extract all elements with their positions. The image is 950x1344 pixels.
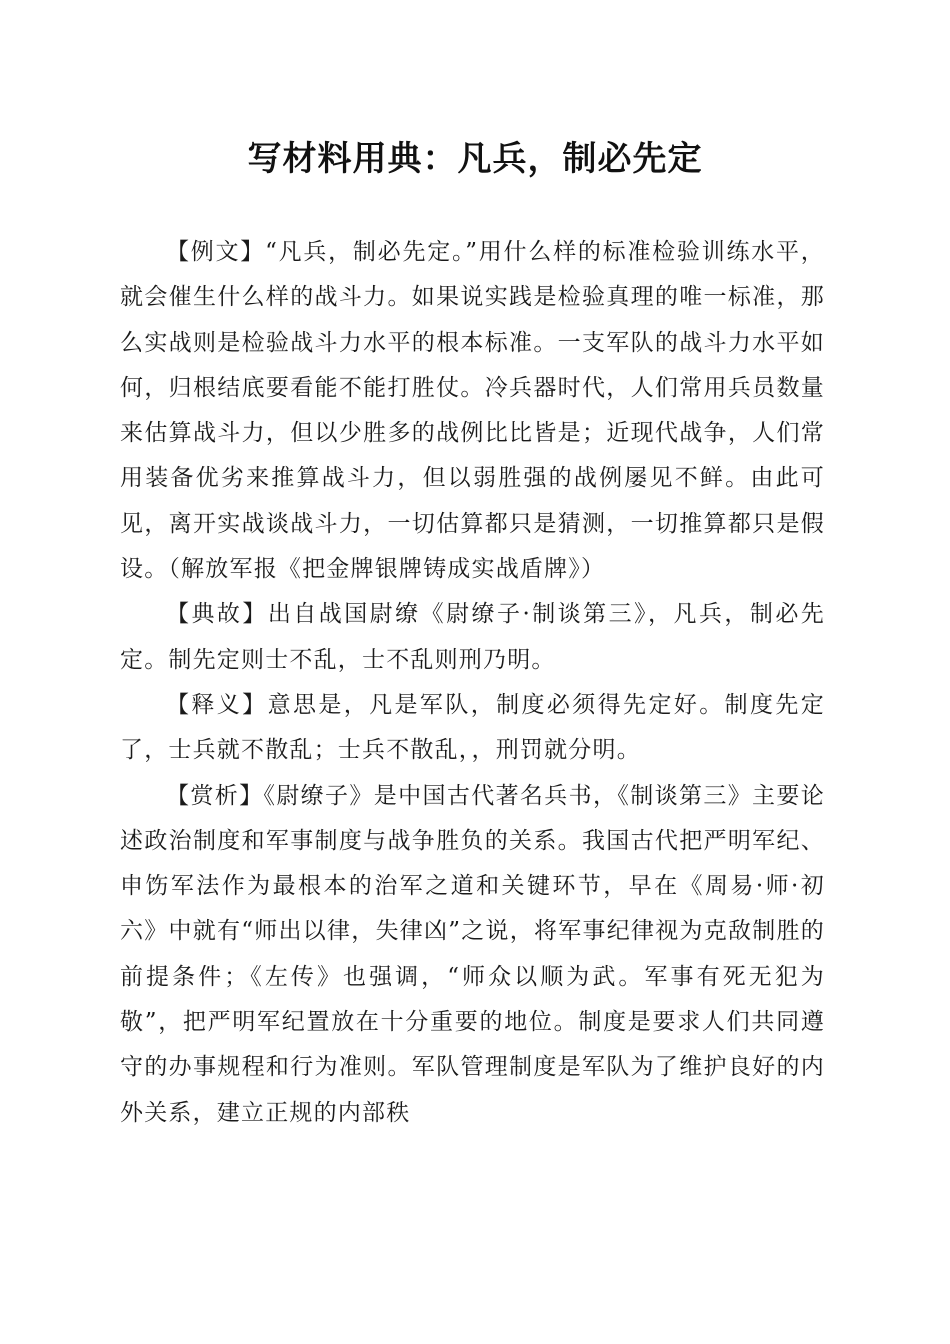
paragraph-text: 意思是，凡是军队，制度必须得先定好。制度先定了，士兵就不散乱；士兵不散乱，，刑罚就分明。	[120, 691, 825, 764]
paragraph-meaning	[120, 683, 825, 774]
paragraph-tag: 【例文】	[166, 239, 266, 265]
paragraph-text: 出自战国尉缭《尉缭子·制谈第三》，凡兵，制必先定。制先定则士不乱，士不乱则刑乃明。	[120, 601, 825, 673]
paragraph-tag: 【赏析】	[166, 782, 264, 809]
document-body	[120, 230, 825, 1136]
paragraph-example	[120, 230, 825, 592]
paragraph-tag: 【释义】	[166, 691, 268, 718]
paragraph-tag: 【典故】	[166, 601, 268, 628]
paragraph-text: 《尉缭子》是中国古代著名兵书，《制谈第三》主要论述政治制度和军事制度与战争胜负的关系。我国古代把严明军纪、申饬军法作为最根本的治军之道和关键环节，早在《周易·师·初六》中就有“师出以律，失律凶”之说，将军事纪律视为克敌制胜的前提条件；《左传》也强调，“师众以顺为武。军事有死无犯为敬”，把严明军纪置放在十分重要的地位。制度是要求人们共同遵守的办事规程和行为准则。军队管理制度是军队为了维护良好的内外关系，建立正规的内部秩	[120, 782, 825, 1126]
paragraph-allusion	[120, 592, 825, 683]
page-title: 写材料用典：凡兵，制必先定	[247, 139, 703, 179]
paragraph-appreciation	[120, 774, 825, 1136]
paragraph-text: “凡兵，制必先定。”用什么样的标准检验训练水平，就会催生什么样的战斗力。如果说实践是检验真理的唯一标准，那么实战则是检验战斗力水平的根本标准。一支军队的战斗力水平如何，归根结底要看能不能打胜仗。冷兵器时代，人们常用兵员数量来估算战斗力，但以少胜多的战例比比皆是；近现代战争，人们常用装备优劣来推算战斗力，但以弱胜强的战例屡见不鲜。由此可见，离开实战谈战斗力，一切估算都只是猜测，一切推算都只是假设。（解放军报《把金牌银牌铸成实战盾牌》）	[120, 239, 825, 583]
